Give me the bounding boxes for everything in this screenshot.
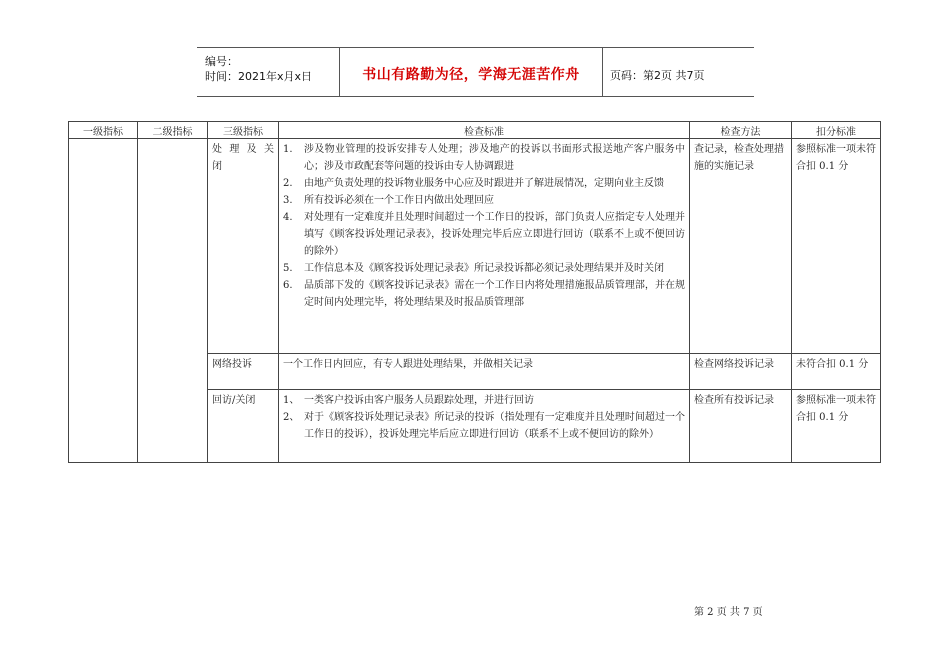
- criteria-cell: [279, 139, 690, 354]
- criteria-cell: [279, 390, 690, 463]
- column-header-level1: 一级指标: [69, 122, 138, 139]
- deduction-cell: 未符合扣 0.1 分: [792, 354, 881, 390]
- list-item: 3. 所有投诉必须在一个工作日内做出处理回应: [283, 195, 494, 206]
- level2-cell: [138, 139, 208, 463]
- criteria-cell: 一个工作日内回应，有专人跟进处理结果，并做相关记录: [279, 354, 690, 390]
- list-item: 1、 一类客户投诉由客户服务人员跟踪处理，并进行回访: [283, 395, 534, 406]
- document-header: [197, 47, 754, 97]
- level3-cell: 回访/关闭: [208, 390, 279, 463]
- column-header-method: 检查方法: [690, 122, 792, 139]
- header-page-number: 页码：第2页 共7页: [610, 69, 705, 82]
- header-info-cell: [197, 48, 339, 96]
- list-item: 6. 品质部下发的《顾客投诉记录表》需在一个工作日内将处理措施报品质管理部，并在规定时间内处理完毕，将处理结果及时报品质管理部: [283, 280, 685, 308]
- method-cell: 查记录，检查处理措施的实施记录: [690, 139, 792, 354]
- header-motto-cell: [339, 48, 603, 96]
- list-item: 5. 工作信息本及《顾客投诉处理记录表》所记录投诉都必须记录处理结果并及时关闭: [283, 263, 664, 274]
- method-cell: 检查所有投诉记录: [690, 390, 792, 463]
- header-page-cell: [602, 48, 754, 96]
- document-date: 时间：2021年x月x日: [205, 70, 313, 83]
- list-item: 2. 由地产负责处理的投诉物业服务中心应及时跟进并了解进展情况，定期向业主反馈: [283, 178, 664, 189]
- criteria-list: [283, 141, 685, 311]
- document-number-label: 编号：: [205, 55, 238, 68]
- header-motto: 书山有路勤为径，学海无涯苦作舟: [362, 67, 580, 83]
- list-item: 2、 对于《顾客投诉处理记录表》所记录的投诉（指处理有一定难度并且处理时间超过一个工作日的投诉），投诉处理完毕后应立即进行回访（联系不上或不便回访的除外）: [283, 412, 685, 440]
- level3-cell: 网络投诉: [208, 354, 279, 390]
- criteria-list: [283, 392, 685, 443]
- table-row: [69, 139, 881, 354]
- column-header-level2: 二级指标: [138, 122, 208, 139]
- method-cell: 检查网络投诉记录: [690, 354, 792, 390]
- level1-cell: [69, 139, 138, 463]
- table-header-row: [69, 122, 881, 139]
- level3-cell: 处 理 及 关 闭: [208, 139, 279, 354]
- inspection-standards-table: [68, 121, 881, 463]
- deduction-cell: 参照标准一项未符合扣 0.1 分: [792, 139, 881, 354]
- column-header-criteria: 检查标准: [279, 122, 690, 139]
- page-footer: 第 2 页 共 7 页: [694, 607, 763, 618]
- column-header-deduction: 扣分标准: [792, 122, 881, 139]
- column-header-level3: 三级指标: [208, 122, 279, 139]
- deduction-cell: 参照标准一项未符合扣 0.1 分: [792, 390, 881, 463]
- list-item: 1. 涉及物业管理的投诉安排专人处理；涉及地产的投诉以书面形式报送地产客户服务中心；涉及市政配套等问题的投诉由专人协调跟进: [283, 144, 685, 172]
- list-item: 4. 对处理有一定难度并且处理时间超过一个工作日的投诉，部门负责人应指定专人处理并填写《顾客投诉处理记录表》，投诉处理完毕后应立即进行回访（联系不上或不便回访的除外）: [283, 212, 685, 257]
